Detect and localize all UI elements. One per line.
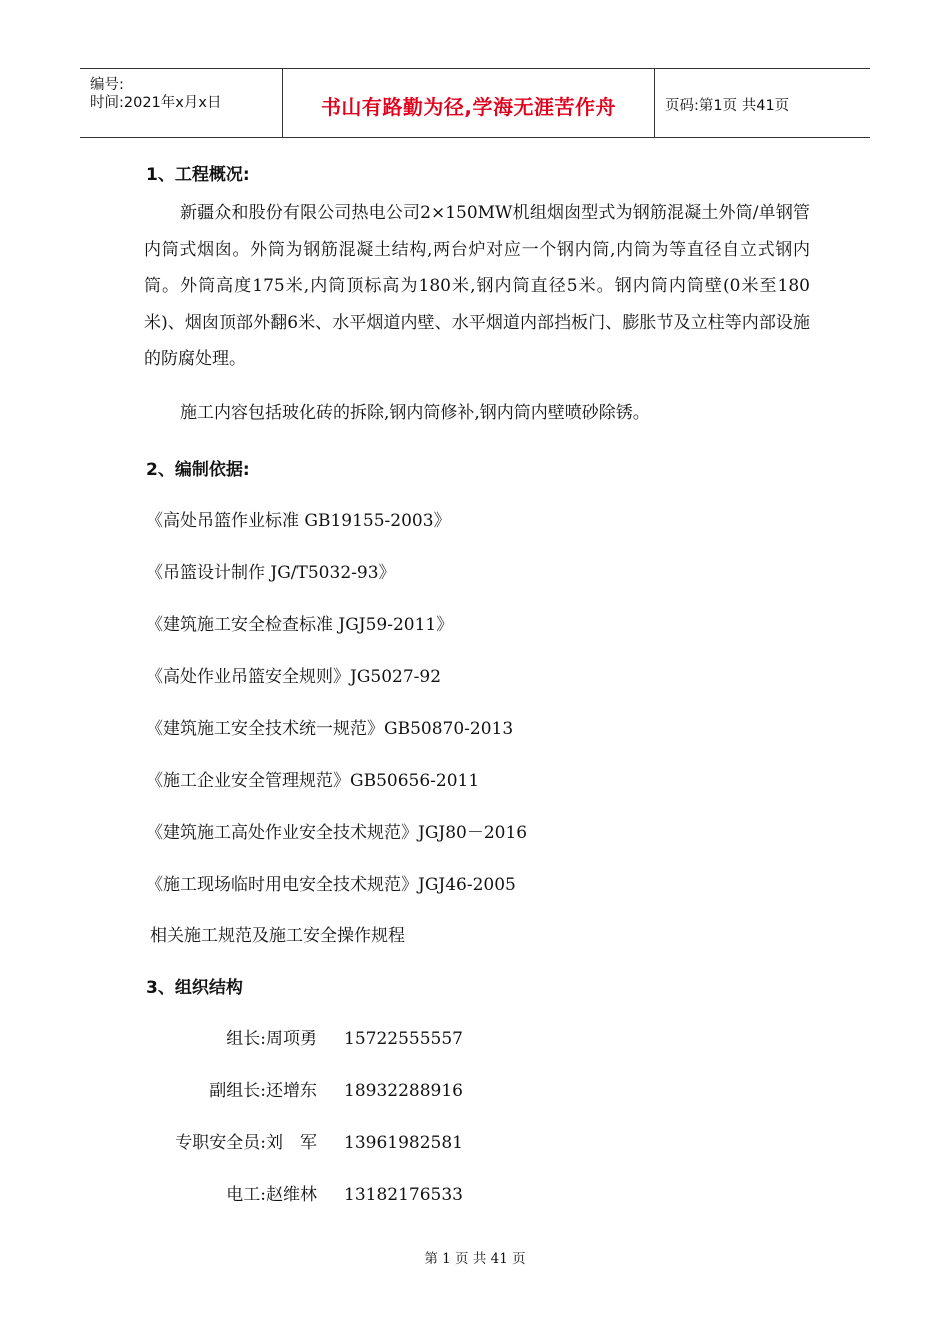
reference-item: 《施工现场临时用电安全技术规范》JGJ46-2005 xyxy=(146,875,516,895)
page-footer-number: 第 1 页 共 41 页 xyxy=(424,1251,526,1267)
member-phone: 15722555557 xyxy=(344,1029,463,1049)
section-1-paragraph-1: 新疆众和股份有限公司热电公司2×150MW机组烟囱型式为钢筋混凝土外筒/单钢管内筒式烟囱。外筒为钢筋混凝土结构,两台炉对应一个钢内筒,内筒为等直径自立式钢内筒。外筒高度175米,内筒顶标高为180米,钢内筒直径5米。钢内筒内筒壁(0米至180米)、烟囱顶部外翻6米、水平烟道内壁、水平烟道内部挡板门、膨胀节及立柱等内部设施的防腐处理。 xyxy=(144,203,810,369)
member-name: 刘 军 xyxy=(266,1133,317,1153)
reference-item: 相关施工规范及施工安全操作规程 xyxy=(150,926,405,946)
header-page-cell xyxy=(665,69,870,137)
page-header xyxy=(80,68,870,138)
document-date-label: 时间:2021年x月x日 xyxy=(90,95,222,111)
member-phone: 18932288916 xyxy=(344,1081,463,1101)
reference-item: 《建筑施工高处作业安全技术规范》JGJ80－2016 xyxy=(146,823,528,843)
org-member-row xyxy=(136,1128,463,1153)
member-role: 电工: xyxy=(226,1185,266,1205)
member-role: 副组长: xyxy=(209,1081,266,1101)
reference-item: 《高处吊篮作业标准 GB19155-2003》 xyxy=(146,511,451,531)
member-role: 组长: xyxy=(226,1029,266,1049)
header-slogan: 书山有路勤为径,学海无涯苦作舟 xyxy=(320,95,617,119)
section-3-heading: 3、组织结构 xyxy=(146,978,243,998)
section-2-heading: 2、编制依据: xyxy=(146,460,250,480)
org-member-row xyxy=(136,1180,463,1205)
reference-item: 《建筑施工安全技术统一规范》GB50870-2013 xyxy=(146,719,514,739)
member-phone: 13961982581 xyxy=(344,1133,463,1153)
document-number-label: 编号: xyxy=(90,77,124,93)
section-1-heading: 1、工程概况: xyxy=(146,165,250,185)
member-name: 赵维林 xyxy=(266,1185,317,1205)
reference-item: 《施工企业安全管理规范》GB50656-2011 xyxy=(146,771,480,791)
header-slogan-cell xyxy=(283,69,655,137)
member-name: 还增东 xyxy=(266,1081,317,1101)
member-name: 周项勇 xyxy=(266,1029,317,1049)
org-member-row xyxy=(136,1024,463,1049)
member-phone: 13182176533 xyxy=(344,1185,463,1205)
section-1-paragraph-2: 施工内容包括玻化砖的拆除,钢内筒修补,钢内筒内壁喷砂除锈。 xyxy=(180,403,650,423)
reference-item: 《高处作业吊篮安全规则》JG5027-92 xyxy=(146,667,442,687)
member-role: 专职安全员: xyxy=(175,1133,266,1153)
header-meta-cell xyxy=(80,69,283,137)
org-member-row xyxy=(136,1076,463,1101)
header-page-number: 页码:第1页 共41页 xyxy=(665,98,790,114)
reference-item: 《吊篮设计制作 JG/T5032-93》 xyxy=(146,563,396,583)
reference-item: 《建筑施工安全检查标准 JGJ59-2011》 xyxy=(146,615,454,635)
